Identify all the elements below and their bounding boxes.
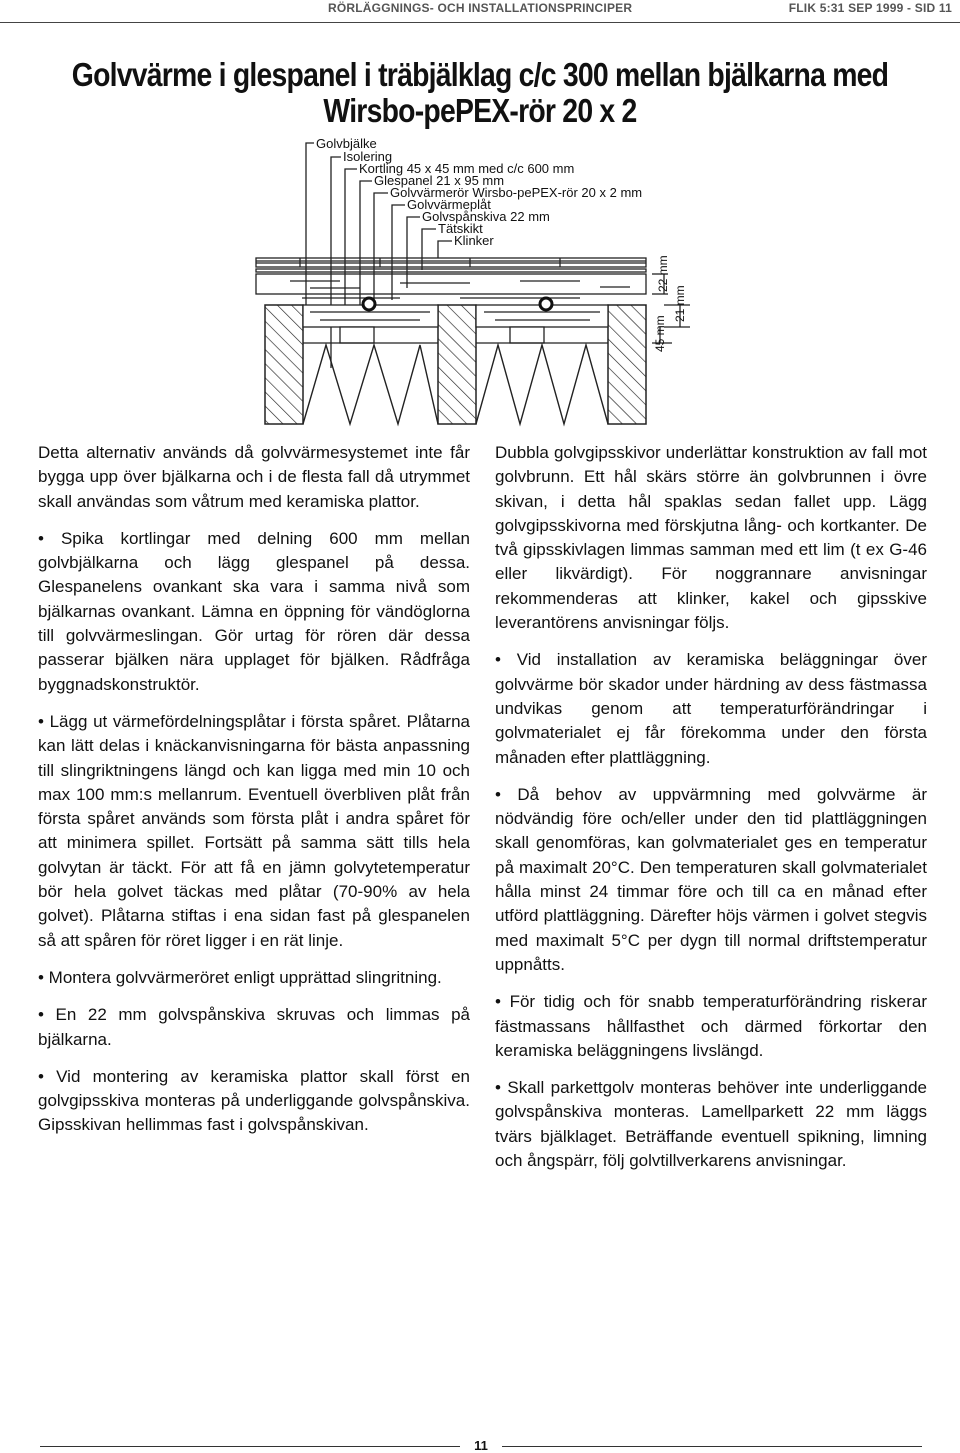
dimension-22mm: 22 mm — [656, 255, 670, 292]
bullet-uppvarmning: • Då behov av uppvärmning med golvvärme är nödvändig före och/eller under den tid plattläggningen skall genomföras, kan golvmaterialet ges en temperatur på maximalt 20°C. Den temperaturen skall golvmaterialet hålla minst 24 timmar före och till ca en månad efter utförd plattläggning. Därefter höjs värmen i golvet stegvis med maximalt 5°C per dygn till normal driftstemperatur uppnåtts. — [495, 784, 927, 974]
label-golvvarmeplat: Golvvärmeplåt — [407, 197, 491, 212]
paragraph-intro: Detta alternativ används då golvvärmesystemet inte får bygga upp över bjälkarna och i de flesta fall då utrymmet skall användas som våtrum med keramiska plattor. — [38, 443, 470, 511]
page-title-line-2: Wirsbo-pePEX-rör 20 x 2 — [323, 92, 637, 129]
bullet-golvspanskiva: • En 22 mm golvspånskiva skruvas och limmas på bjälkarna. — [38, 1005, 470, 1049]
leader-klinker — [438, 241, 452, 258]
golvspanskiva-layer — [256, 274, 646, 294]
label-tatskikt: Tätskikt — [438, 221, 483, 236]
page-number: 11 — [474, 1438, 488, 1453]
label-kortling: Kortling 45 x 45 mm med c/c 600 mm — [359, 161, 575, 176]
label-klinker: Klinker — [454, 233, 494, 248]
bullet-keramiska-plattor: • Vid montering av keramiska plattor skall först en golvgipsskiva monteras på underliggande golvspånskiva. Gipsskivan hellimmas fast i golvspånskivan. — [38, 1066, 470, 1135]
tatskikt-layer — [256, 269, 646, 272]
label-golvbjalke: Golvbjälke — [316, 136, 377, 151]
leader-golvbjalke — [306, 143, 314, 310]
paragraph-gipsskivor: Dubbla golvgipsskivor underlättar konstruktion av fall mot golvbrunn. Ett hål skärs större än golvbrunnen i övre skivan, i detta hål spaklas sedan fallet upp. Lägg golvgipsskivorna med förskjutna lång- och kortkanter. De två gipsskivlagen limmas samman med ett lim (t ex G-46 eller likvärdigt). För noggrannare anvisningar rekommenderas att klinker, kakel och gipsskive leverantörens anvisningar följs. — [495, 443, 927, 633]
text-column-right — [495, 441, 927, 1186]
label-isolering: Isolering — [343, 149, 393, 164]
leader-ror — [374, 193, 388, 302]
label-golvspanskiva: Golvspånskiva 22 mm — [422, 209, 550, 224]
footer-divider-left — [40, 1446, 460, 1447]
dimension-21mm: 21 mm — [673, 285, 687, 322]
page-header — [0, 0, 960, 22]
header-divider — [0, 22, 960, 23]
label-glespanel: Glespanel 21 x 95 mm — [374, 173, 505, 188]
floor-construction-diagram — [0, 128, 960, 428]
text-column-left — [38, 441, 470, 1151]
bullet-temperaturforandring: • För tidig och för snabb temperaturförändring riskerar fästmassans hållfasthet och därmed förkortar den keramiska beläggningens livslängd. — [495, 992, 927, 1060]
bullet-parkettgolv: • Skall parkettgolv monteras behöver inte underliggande golvspånskiva monteras. Lamellparkett 22 mm läggs tvärs bjälklaget. Beträffande eventuell spikning, limning och ångspärr, följ golvtillverkarens anvisningar. — [495, 1078, 927, 1171]
leader-spanskiva — [407, 217, 420, 288]
leader-tatskikt — [422, 229, 436, 270]
label-golvvarmeror: Golvvärmerör Wirsbo-pePEX-rör 20 x 2 mm — [390, 185, 643, 200]
bullet-golvvarmeror: • Montera golvvärmeröret enligt upprättad slingritning. — [38, 967, 442, 987]
header-page-ref: FLIK 5:31 SEP 1999 - SID 11 — [788, 1, 952, 15]
leader-plat — [392, 205, 405, 300]
footer-divider-right — [502, 1446, 922, 1447]
bullet-kortlingar: • Spika kortlingar med delning 600 mm mellan golvbjälkarna och lägg glespanel på dessa. Glespanelens ovankant ska vara i samma nivå som bjälkarnas ovankant. Lämna en öppning för vändöglorna till golvvärmeslingan. Gör urtag för rören där dessa passerar bjälken nära upplaget för bjälken. Rådfråga byggnadskonstruktör. — [38, 528, 470, 694]
klinker-layer — [256, 258, 646, 267]
leader-kortling — [345, 169, 357, 328]
bullet-plattar: • Lägg ut värmefördelningsplåtar i första spåret. Plåtarna kan lätt delas i knäckanvisningarna för bästa anpassning till slingriktningens längd och kan ligga med min 10 och max 100 mm:s mellanrum. Eventuell överbliven plåt från första spåret används som första plåt i andra spåret för att minimera spillet. Fortsätt på samma sätt tills hela golvytan är täckt. För att få en jämn golvytetemperatur bör hela golvet täckas med plåtar (70-90% av hela golvet). Plåtarna stiftas i ena sidan fast på glespanelen så att spåren för röret ligger i en rät linje. — [38, 711, 470, 950]
bullet-hardning: • Vid installation av keramiska beläggningar över golvvärme bör skador under härdning av dess fästmassa undvikas genom att temperaturförändringar i golvmaterialet ej får förekomma under den första månaden efter plattläggning. — [495, 650, 927, 767]
page-title-line-1: Golvvärme i glespanel i träbjälklag c/c 300 mellan bjälkarna med — [71, 56, 889, 93]
dimension-45mm: 45 mm — [653, 315, 667, 352]
header-section-title: RÖRLÄGGNINGS- OCH INSTALLATIONSPRINCIPER — [328, 1, 633, 15]
